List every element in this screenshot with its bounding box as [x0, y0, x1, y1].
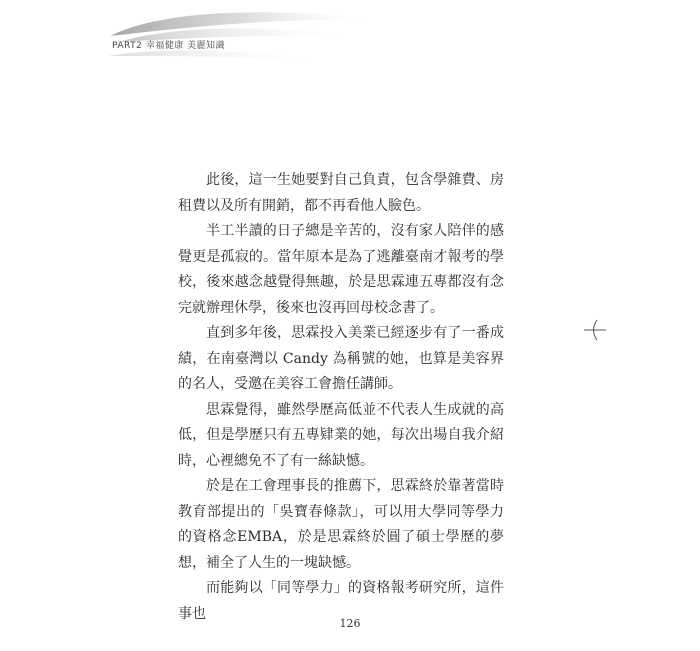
body-text — [178, 168, 504, 627]
page-number: 126 — [339, 617, 361, 630]
paragraph: 思霖覺得，雖然學歷高低並不代表人生成就的高低，但是學歷只有五專肄業的她，每次出場自我介紹時，心裡總免不了有一絲缺憾。 — [178, 401, 504, 469]
crop-mark-icon — [584, 318, 606, 342]
paragraph: 直到多年後，思霖投入美業已經逐步有了一番成績，在南臺灣以 Candy 為稱號的她，也算是美容界的名人，受邀在美容工會擔任講師。 — [178, 325, 504, 392]
paragraph: 於是在工會理事長的推薦下，思霖終於靠著當時教育部提出的「吳寶春條款」，可以用大學同等學力的資格念EMBA，於是思霖終於圓了碩士學歷的夢想，補全了人生的一塊缺憾。 — [178, 478, 504, 571]
running-head: PART2 幸福健康 美麗知識 — [112, 41, 226, 51]
paragraph: 而能夠以「同等學力」的資格報考研究所，這件事也 — [178, 580, 504, 622]
paragraph: 半工半讀的日子總是辛苦的，沒有家人陪伴的感覺更是孤寂的。當年原本是為了逃離臺南才報考的學校，後來越念越覺得無趣，於是思霖連五專都沒有念完就辦理休學，後來也沒再回母校念書了。 — [178, 223, 504, 316]
paragraph: 此後，這一生她要對自己負責，包含學雜費、房租費以及所有開銷，都不再看他人臉色。 — [178, 172, 504, 214]
